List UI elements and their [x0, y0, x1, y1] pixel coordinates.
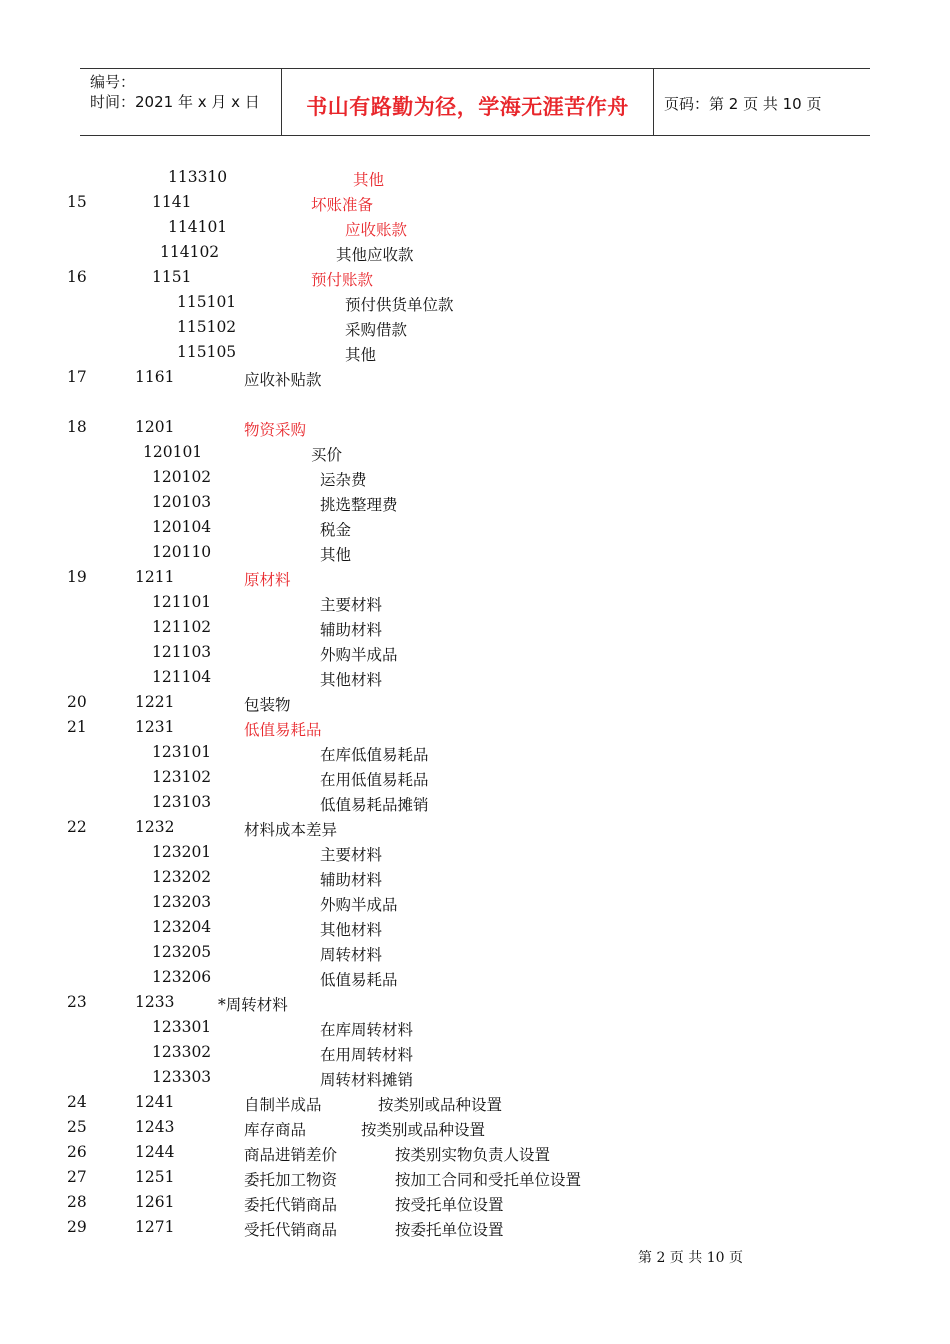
row-number: 21	[67, 718, 87, 736]
account-row	[0, 893, 950, 918]
account-name: 周转材料	[320, 946, 383, 964]
row-number: 16	[67, 268, 87, 286]
account-name: 辅助材料	[320, 621, 383, 639]
page-footer: 第 2 页 共 10 页	[638, 1250, 743, 1266]
account-code: 121103	[152, 643, 212, 661]
account-row	[0, 518, 950, 543]
account-row	[0, 1118, 950, 1143]
account-name: 在用周转材料	[320, 1046, 414, 1064]
account-name: 采购借款	[345, 321, 408, 339]
row-number: 20	[67, 693, 87, 711]
account-name: 辅助材料	[320, 871, 383, 889]
account-name: 物资采购	[244, 421, 307, 439]
account-code: 123303	[152, 1068, 212, 1086]
account-code: 1233	[135, 993, 175, 1011]
account-name: 主要材料	[320, 846, 383, 864]
account-code: 1201	[135, 418, 175, 436]
account-code: 123102	[152, 768, 212, 786]
account-name: 包装物	[244, 696, 291, 714]
account-code: 123301	[152, 1018, 212, 1036]
account-row	[0, 243, 950, 268]
account-code: 114102	[160, 243, 220, 261]
account-code: 114101	[168, 218, 228, 236]
row-number: 27	[67, 1168, 87, 1186]
account-code: 120103	[152, 493, 212, 511]
page-header	[80, 68, 870, 136]
account-name: 低值易耗品	[244, 721, 322, 739]
account-name: 在库周转材料	[320, 1021, 414, 1039]
account-name: 主要材料	[320, 596, 383, 614]
account-code: 123205	[152, 943, 212, 961]
account-row	[0, 1043, 950, 1068]
account-code: 121102	[152, 618, 212, 636]
account-name: 预付账款	[311, 271, 374, 289]
row-number: 22	[67, 818, 87, 836]
account-code: 115101	[177, 293, 237, 311]
page-label: 页码：第 2 页 共 10 页	[664, 95, 822, 113]
account-row	[0, 793, 950, 818]
account-name: 其他	[353, 171, 385, 189]
account-row	[0, 218, 950, 243]
account-code: 123203	[152, 893, 212, 911]
row-number: 19	[67, 568, 87, 586]
account-row	[0, 993, 950, 1018]
account-name: 应收补贴款	[244, 371, 322, 389]
row-number: 28	[67, 1193, 87, 1211]
account-row	[0, 1218, 950, 1243]
account-row	[0, 318, 950, 343]
account-row	[0, 1068, 950, 1093]
account-name: 挑选整理费	[320, 496, 398, 514]
account-row	[0, 293, 950, 318]
account-name: 周转材料摊销	[320, 1071, 414, 1089]
account-row	[0, 1193, 950, 1218]
account-code: 1151	[152, 268, 192, 286]
account-name: 其他	[345, 346, 377, 364]
account-row	[0, 818, 950, 843]
account-row	[0, 693, 950, 718]
account-row	[0, 843, 950, 868]
number-label: 编号：	[90, 73, 136, 91]
account-code: 121101	[152, 593, 212, 611]
account-code: 123202	[152, 868, 212, 886]
row-number: 25	[67, 1118, 87, 1136]
account-row	[0, 643, 950, 668]
account-row	[0, 618, 950, 643]
account-note: 按类别实物负责人设置	[395, 1146, 551, 1164]
account-row	[0, 168, 950, 193]
account-row	[0, 868, 950, 893]
account-row	[0, 968, 950, 993]
account-row	[0, 543, 950, 568]
account-name: *周转材料	[218, 996, 288, 1014]
account-row	[0, 193, 950, 218]
account-row	[0, 743, 950, 768]
account-row	[0, 668, 950, 693]
account-code: 123201	[152, 843, 212, 861]
account-code: 1241	[135, 1093, 175, 1111]
account-name: 应收账款	[345, 221, 408, 239]
account-name: 自制半成品	[244, 1096, 322, 1114]
account-note: 按类别或品种设置	[361, 1121, 486, 1139]
motto: 书山有路勤为径，学海无涯苦作舟	[306, 95, 629, 119]
account-row	[0, 368, 950, 393]
account-row	[0, 343, 950, 368]
header-info-cell	[80, 69, 282, 135]
account-code: 120102	[152, 468, 212, 486]
account-name: 其他材料	[320, 921, 383, 939]
account-note: 按加工合同和受托单位设置	[395, 1171, 582, 1189]
time-label: 时间：2021 年 x 月 x 日	[90, 93, 260, 111]
account-name: 外购半成品	[320, 646, 398, 664]
account-row	[0, 493, 950, 518]
account-row	[0, 918, 950, 943]
row-number: 24	[67, 1093, 87, 1111]
account-code: 1251	[135, 1168, 175, 1186]
account-name: 受托代销商品	[244, 1221, 338, 1239]
account-name: 在用低值易耗品	[320, 771, 429, 789]
account-name: 坏账准备	[311, 196, 374, 214]
account-code: 1231	[135, 718, 175, 736]
row-number: 23	[67, 993, 87, 1011]
account-row	[0, 943, 950, 968]
account-note: 按委托单位设置	[395, 1221, 504, 1239]
account-code: 1211	[135, 568, 175, 586]
account-code: 115102	[177, 318, 237, 336]
row-number: 17	[67, 368, 87, 386]
account-code: 1243	[135, 1118, 175, 1136]
account-code: 113310	[168, 168, 228, 186]
account-code: 120104	[152, 518, 212, 536]
account-row	[0, 568, 950, 593]
account-name: 委托代销商品	[244, 1196, 338, 1214]
account-row	[0, 1018, 950, 1043]
account-name: 其他材料	[320, 671, 383, 689]
account-code: 123103	[152, 793, 212, 811]
account-code: 123101	[152, 743, 212, 761]
account-name: 商品进销差价	[244, 1146, 338, 1164]
header-page-cell	[654, 69, 870, 135]
account-name: 其他	[320, 546, 352, 564]
account-code: 1261	[135, 1193, 175, 1211]
account-name: 其他应收款	[336, 246, 414, 264]
account-name: 预付供货单位款	[345, 296, 454, 314]
account-code: 120101	[143, 443, 203, 461]
account-code: 1141	[152, 193, 192, 211]
account-code: 1232	[135, 818, 175, 836]
row-number: 26	[67, 1143, 87, 1161]
account-code: 123206	[152, 968, 212, 986]
account-row	[0, 1143, 950, 1168]
row-number: 29	[67, 1218, 87, 1236]
account-row	[0, 418, 950, 443]
account-name: 外购半成品	[320, 896, 398, 914]
account-name: 低值易耗品摊销	[320, 796, 429, 814]
account-code: 120110	[152, 543, 212, 561]
account-code: 1271	[135, 1218, 175, 1236]
account-name: 委托加工物资	[244, 1171, 338, 1189]
account-name: 低值易耗品	[320, 971, 398, 989]
account-code: 123204	[152, 918, 212, 936]
account-row	[0, 593, 950, 618]
account-row	[0, 768, 950, 793]
account-row	[0, 443, 950, 468]
account-row	[0, 468, 950, 493]
account-row	[0, 718, 950, 743]
account-name: 运杂费	[320, 471, 367, 489]
header-motto-cell	[282, 69, 654, 135]
account-name: 买价	[311, 446, 343, 464]
account-name: 税金	[320, 521, 352, 539]
account-note: 按受托单位设置	[395, 1196, 504, 1214]
account-code: 1221	[135, 693, 175, 711]
row-number: 18	[67, 418, 87, 436]
account-code: 1161	[135, 368, 175, 386]
account-code: 115105	[177, 343, 237, 361]
row-number: 15	[67, 193, 87, 211]
account-row	[0, 268, 950, 293]
account-row	[0, 1093, 950, 1118]
account-name: 在库低值易耗品	[320, 746, 429, 764]
account-name: 库存商品	[244, 1121, 307, 1139]
account-name: 材料成本差异	[244, 821, 338, 839]
account-code: 1244	[135, 1143, 175, 1161]
account-note: 按类别或品种设置	[378, 1096, 503, 1114]
account-name: 原材料	[244, 571, 291, 589]
account-row	[0, 1168, 950, 1193]
account-code: 121104	[152, 668, 212, 686]
account-code: 123302	[152, 1043, 212, 1061]
